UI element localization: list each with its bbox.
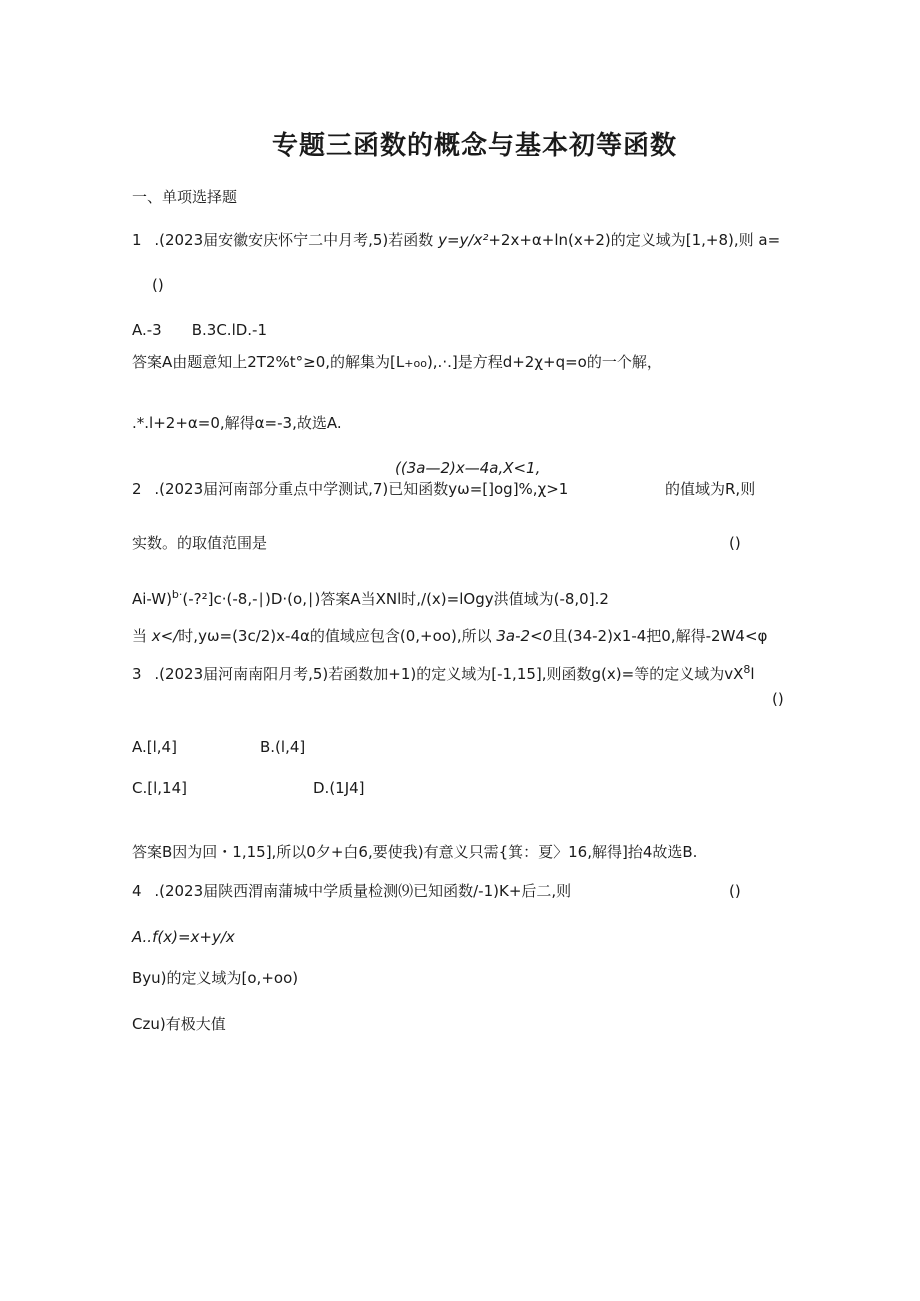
- options-rest: (-?²]c·(-8,-∣)D·(o,∣)答案A当XNl时,/(x)=lOgy洪值域为(-8,0].2: [182, 590, 609, 608]
- subscript: +oo: [404, 357, 427, 370]
- answer-text-cont: ),.·.]是方程d+2χ+q=o的一个解，: [426, 353, 662, 371]
- question-text-end: 的值域为R,则: [665, 480, 756, 498]
- option-a: A.[l,4]: [132, 738, 177, 756]
- answer-text: 时,yω=(3c∕2)x-4α的值域应包含(0,+oo),所以: [178, 627, 492, 645]
- option-b: Byu)的定义域为[o,+oo): [132, 969, 299, 987]
- answer-explanation: [132, 352, 662, 374]
- answer-line: [132, 626, 767, 646]
- superscript: b·: [171, 588, 183, 601]
- formula: y=y∕x²: [438, 231, 489, 249]
- answer-conclusion: .*.l+2+α=0,解得α=-3,故选A.: [132, 414, 342, 432]
- option-c: C.[l,14]: [132, 779, 187, 797]
- answer-text: 答案A由题意知上2T2%t°≥0,的解集为[L: [132, 353, 405, 371]
- answer-paren: (): [152, 276, 164, 294]
- question-number: 3: [132, 665, 142, 683]
- answer-text: 且(34-2)x1-4把0,解得-2W4<φ: [552, 627, 768, 645]
- question-number: 2: [132, 480, 142, 498]
- question-text-cont: +2x+α+ln(x+2)的定义域为[1,+8),则 a=: [488, 231, 781, 249]
- question-text: .(2023届陕西渭南蒲城中学质量检测⑼已知函数/-1)K+后二,则: [154, 882, 572, 900]
- question-text: .(2023届安徽安庆怀宁二中月考,5)若函数: [154, 231, 434, 249]
- options-and-answer: [132, 585, 609, 609]
- question-text: .(2023届河南南阳月考,5)若函数加+1)的定义域为[-1,15],则函数g(x)=等的定义域为vX: [154, 665, 744, 683]
- question-3: [132, 660, 755, 684]
- question-text-end: l: [750, 665, 755, 683]
- answer-paren: (): [772, 690, 784, 708]
- math: 3a-2<0: [496, 627, 553, 645]
- question-text-line2: 实数。的取值范围是: [132, 534, 268, 552]
- page-title: 专题三函数的概念与基本初等函数: [272, 131, 678, 161]
- option-d: D.(1J4]: [313, 779, 365, 797]
- question-number: 1: [132, 231, 142, 249]
- option-a: Ai-W): [132, 590, 172, 608]
- option-a: A..f(x)=x+y∕x: [132, 928, 235, 946]
- option-c: Czu)有极大值: [132, 1015, 226, 1033]
- superscript: 8: [743, 663, 751, 676]
- math: x</: [151, 627, 179, 645]
- question-4: [132, 881, 571, 901]
- question-text: .(2023届河南部分重点中学测试,7)已知函数yω=[]og]%,χ>1: [154, 480, 569, 498]
- question-number: 4: [132, 882, 142, 900]
- option-b: B.(l,4]: [260, 738, 306, 756]
- answer-paren: (): [729, 882, 741, 900]
- question-1: [132, 230, 780, 250]
- question-2: [132, 479, 568, 499]
- answer-explanation: 答案B因为回・1,15],所以0夕+白6,要使我)有意义只需{箕：夏〉16,解得]抬4故选B.: [132, 843, 698, 861]
- options: A.-3 B.3C.lD.-1: [132, 321, 268, 339]
- answer-text: 当: [132, 627, 148, 645]
- answer-paren: (): [729, 534, 741, 552]
- section-heading: 一、单项选择题: [132, 188, 238, 206]
- piecewise-function-top: ((3a—2)x—4a,X<1,: [395, 459, 541, 477]
